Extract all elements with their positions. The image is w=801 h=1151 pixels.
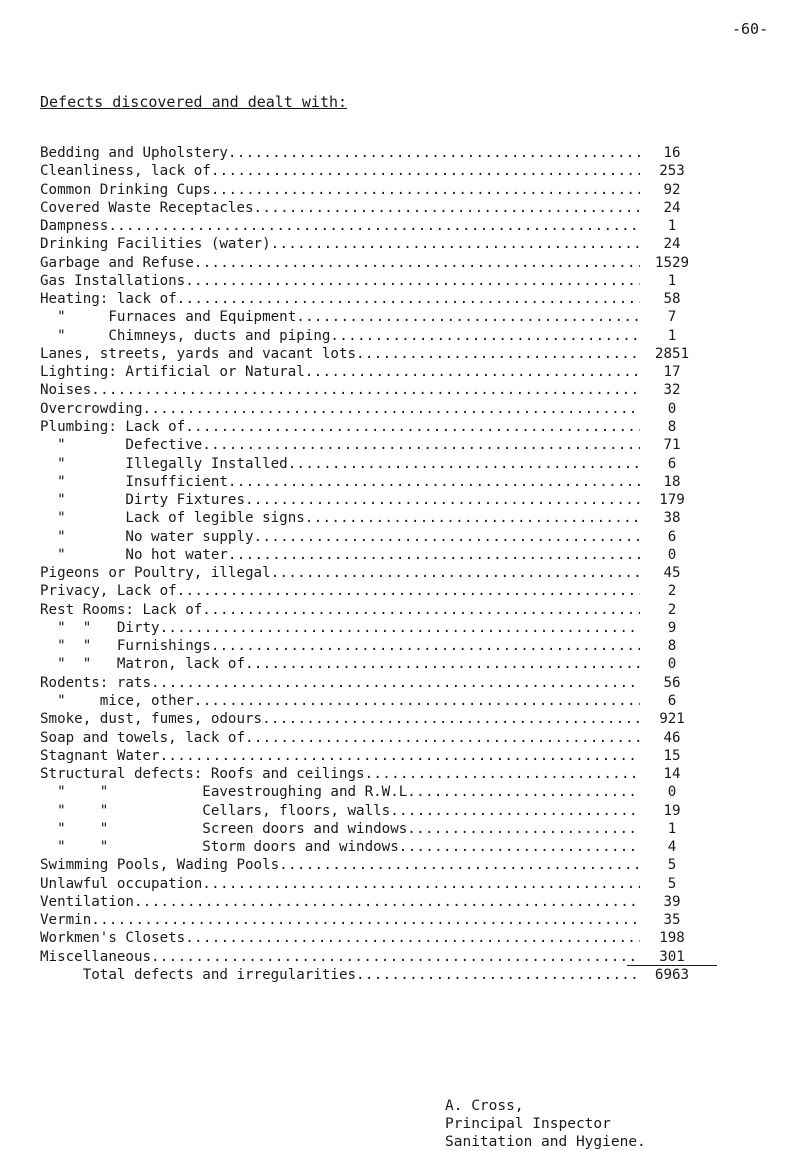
- defect-count: [627, 308, 717, 326]
- defect-row: [40, 783, 760, 801]
- defect-count: [627, 875, 717, 893]
- defect-count-text: 7: [667, 309, 677, 326]
- defect-count: [627, 455, 717, 473]
- total-row: [40, 966, 760, 984]
- defect-count: [627, 418, 717, 436]
- defect-count: [627, 381, 717, 399]
- defect-count-text: 6963: [654, 966, 690, 983]
- defect-label: " " Screen doors and windows .....: [40, 820, 640, 838]
- signature-block: [445, 1097, 646, 1151]
- defect-label: Plumbing: Lack of .....: [40, 418, 640, 436]
- defect-count-text: 1: [667, 820, 677, 837]
- defect-count-text: 16: [663, 145, 681, 161]
- defect-count: [627, 290, 717, 308]
- defect-count: [627, 601, 717, 619]
- defect-label: " Defective .....: [40, 436, 640, 454]
- defect-count-text: 38: [663, 510, 681, 527]
- defect-row: [40, 436, 760, 454]
- defect-label: " No water supply .....: [40, 528, 640, 546]
- defect-count: [627, 345, 717, 363]
- defect-count-text: 9: [667, 619, 677, 636]
- defect-count: [627, 272, 717, 290]
- defect-count-text: 1: [667, 218, 677, 235]
- defect-count-text: 46: [663, 729, 681, 746]
- defect-label: Swimming Pools, Wading Pools .....: [40, 856, 640, 874]
- defect-row: [40, 455, 760, 473]
- defect-count: [627, 655, 717, 673]
- defect-label: Workmen's Closets .....: [40, 929, 640, 947]
- defect-row: [40, 381, 760, 399]
- defect-label: Common Drinking Cups .....: [40, 181, 640, 199]
- defect-count-text: 15: [663, 747, 681, 764]
- defect-row: [40, 509, 760, 527]
- defect-count-text: 32: [663, 382, 681, 399]
- defect-count-text: 8: [667, 418, 677, 435]
- defect-count: [627, 856, 717, 874]
- defect-label: Lanes, streets, yards and vacant lots .....: [40, 345, 640, 363]
- defect-count: [627, 820, 717, 838]
- defect-count: [627, 710, 717, 728]
- signatory-title: Principal Inspector: [445, 1116, 611, 1132]
- defect-label: Gas Installations .....: [40, 272, 640, 290]
- defect-count-text: 8: [667, 638, 677, 655]
- defect-count: [627, 181, 717, 199]
- defect-label: Overcrowding .....: [40, 400, 640, 418]
- defect-label: Drinking Facilities (water) .....: [40, 235, 640, 253]
- defect-count-text: 2: [667, 601, 677, 618]
- defect-label: Pigeons or Poultry, illegal .....: [40, 564, 640, 582]
- defect-row: [40, 619, 760, 637]
- defect-count: [627, 674, 717, 692]
- defect-label: Heating: lack of .....: [40, 290, 640, 308]
- defect-row: [40, 327, 760, 345]
- defect-count: [627, 546, 717, 564]
- defect-label: Dampness .....: [40, 217, 640, 235]
- defect-label: Total defects and irregularities .....: [40, 966, 640, 984]
- defect-count-text: 6: [667, 455, 677, 472]
- page-number: -60-: [732, 20, 769, 38]
- defect-count: [627, 254, 717, 272]
- defect-count-text: 0: [667, 400, 677, 417]
- defect-label: " Dirty Fixtures .....: [40, 491, 640, 509]
- defect-label: Unlawful occupation .....: [40, 875, 640, 893]
- defect-row: [40, 308, 760, 326]
- defect-row: [40, 710, 760, 728]
- defect-row: [40, 875, 760, 893]
- defect-count-text: 58: [663, 291, 681, 308]
- defect-label: Structural defects: Roofs and ceilings .....: [40, 765, 640, 783]
- defect-count: [627, 162, 717, 180]
- defect-count-text: 5: [667, 875, 677, 892]
- defect-count-text: 6: [667, 528, 677, 545]
- defect-count-text: 198: [659, 930, 685, 947]
- defect-count-text: 19: [663, 802, 681, 819]
- defect-count: [627, 436, 717, 454]
- defect-row: [40, 948, 760, 966]
- defect-row: [40, 729, 760, 747]
- defects-list: [40, 144, 760, 984]
- defect-label: " Insufficient .....: [40, 473, 640, 491]
- defect-count: [627, 619, 717, 637]
- defect-label: Vermin .....: [40, 911, 640, 929]
- defect-row: [40, 674, 760, 692]
- defect-count-text: 253: [659, 163, 685, 180]
- defect-count-text: 17: [663, 364, 681, 381]
- defect-row: [40, 400, 760, 418]
- defect-count-text: 92: [663, 181, 681, 198]
- defect-label: Soap and towels, lack of .....: [40, 729, 640, 747]
- defect-count: [627, 199, 717, 217]
- defect-count: [627, 235, 717, 253]
- defect-count: [627, 948, 717, 966]
- defect-label: Rest Rooms: Lack of .....: [40, 601, 640, 619]
- defect-count: [627, 582, 717, 600]
- defect-count: [627, 473, 717, 491]
- defect-row: [40, 820, 760, 838]
- defect-label: " " Cellars, floors, walls .....: [40, 802, 640, 820]
- defect-row: [40, 911, 760, 929]
- defect-row: [40, 546, 760, 564]
- defect-count-text: 301: [653, 949, 691, 966]
- defect-row: [40, 582, 760, 600]
- defect-row: [40, 418, 760, 436]
- defect-count: [627, 363, 717, 381]
- defect-count: [627, 491, 717, 509]
- defect-label: " Lack of legible signs .....: [40, 509, 640, 527]
- defect-count-text: 4: [667, 839, 677, 856]
- defect-count-text: 1: [667, 327, 677, 344]
- defect-count-text: 2851: [654, 345, 690, 362]
- defect-row: [40, 235, 760, 253]
- defect-count: [627, 400, 717, 418]
- defect-count: [627, 327, 717, 345]
- defect-row: [40, 199, 760, 217]
- defect-count-text: 56: [663, 674, 681, 691]
- defect-label: Noises .....: [40, 381, 640, 399]
- defect-count: [627, 911, 717, 929]
- defect-label: Smoke, dust, fumes, odours .....: [40, 710, 640, 728]
- defect-label: " " Storm doors and windows .....: [40, 838, 640, 856]
- defect-count: [627, 144, 717, 162]
- defect-row: [40, 802, 760, 820]
- signatory-department: Sanitation and Hygiene.: [445, 1134, 646, 1150]
- defect-label: Bedding and Upholstery .....: [40, 144, 640, 162]
- defect-row: [40, 655, 760, 673]
- defect-count-text: 5: [667, 857, 677, 874]
- defect-row: [40, 637, 760, 655]
- defect-count: [627, 509, 717, 527]
- defect-count-text: 14: [663, 766, 681, 783]
- defect-row: [40, 217, 760, 235]
- defect-count: [627, 802, 717, 820]
- defect-count: [627, 747, 717, 765]
- defect-label: " " Eavestroughing and R.W.L .....: [40, 783, 640, 801]
- defect-count: [627, 564, 717, 582]
- defect-row: [40, 162, 760, 180]
- defect-count-text: 45: [663, 565, 681, 582]
- signatory-name: A. Cross,: [445, 1098, 524, 1114]
- defect-row: [40, 893, 760, 911]
- defect-row: [40, 272, 760, 290]
- defect-label: Garbage and Refuse .....: [40, 254, 640, 272]
- section-heading: Defects discovered and dealt with:: [40, 93, 348, 111]
- defect-row: [40, 856, 760, 874]
- defect-label: " " Dirty .....: [40, 619, 640, 637]
- defect-count-text: 39: [663, 893, 681, 910]
- defect-count: [627, 637, 717, 655]
- defect-count-text: 35: [663, 912, 681, 929]
- defect-count-text: 24: [663, 236, 681, 253]
- defect-count: [627, 729, 717, 747]
- defect-label: " Chimneys, ducts and piping .....: [40, 327, 640, 345]
- defect-row: [40, 528, 760, 546]
- defect-count: [627, 893, 717, 911]
- defect-count: [627, 783, 717, 801]
- defect-row: [40, 564, 760, 582]
- defect-label: " mice, other .....: [40, 692, 640, 710]
- defect-row: [40, 765, 760, 783]
- defect-label: " " Furnishings .....: [40, 637, 640, 655]
- defect-count-text: 921: [659, 711, 685, 728]
- defect-count-text: 2: [667, 583, 677, 600]
- defect-label: Rodents: rats .....: [40, 674, 640, 692]
- defect-label: " " Matron, lack of .....: [40, 655, 640, 673]
- defect-count-text: 179: [659, 492, 685, 509]
- defect-row: [40, 473, 760, 491]
- defect-row: [40, 363, 760, 381]
- defect-count-text: 1529: [654, 254, 690, 271]
- defect-row: [40, 254, 760, 272]
- defect-label: Miscellaneous .....: [40, 948, 640, 966]
- defect-row: [40, 491, 760, 509]
- defect-row: [40, 692, 760, 710]
- defect-label: Covered Waste Receptacles .....: [40, 199, 640, 217]
- defect-count-text: 0: [667, 784, 677, 801]
- defect-label: Stagnant Water .....: [40, 747, 640, 765]
- defect-count-text: 0: [667, 546, 677, 563]
- defect-count: [627, 929, 717, 947]
- defect-label: " Illegally Installed .....: [40, 455, 640, 473]
- defect-label: Cleanliness, lack of .....: [40, 162, 640, 180]
- defect-count-text: 71: [663, 437, 681, 454]
- defect-row: [40, 144, 760, 162]
- defect-row: [40, 838, 760, 856]
- defect-label: " No hot water .....: [40, 546, 640, 564]
- defect-row: [40, 929, 760, 947]
- defect-label: Ventilation .....: [40, 893, 640, 911]
- defect-count-text: 0: [667, 656, 677, 673]
- defect-count: [627, 765, 717, 783]
- defect-count: [627, 692, 717, 710]
- defect-count-text: 24: [663, 199, 681, 216]
- defect-row: [40, 181, 760, 199]
- defect-label: Lighting: Artificial or Natural .....: [40, 363, 640, 381]
- defect-count: [627, 838, 717, 856]
- defect-row: [40, 601, 760, 619]
- defect-count-text: 1: [667, 272, 677, 289]
- defect-label: " Furnaces and Equipment .....: [40, 308, 640, 326]
- defect-count-text: 6: [667, 692, 677, 709]
- defect-row: [40, 747, 760, 765]
- defect-row: [40, 345, 760, 363]
- defect-count: [627, 965, 717, 984]
- defect-label: Privacy, Lack of .....: [40, 582, 640, 600]
- defect-count: [627, 528, 717, 546]
- defect-row: [40, 290, 760, 308]
- defect-count: [627, 217, 717, 235]
- defect-count-text: 18: [663, 473, 681, 490]
